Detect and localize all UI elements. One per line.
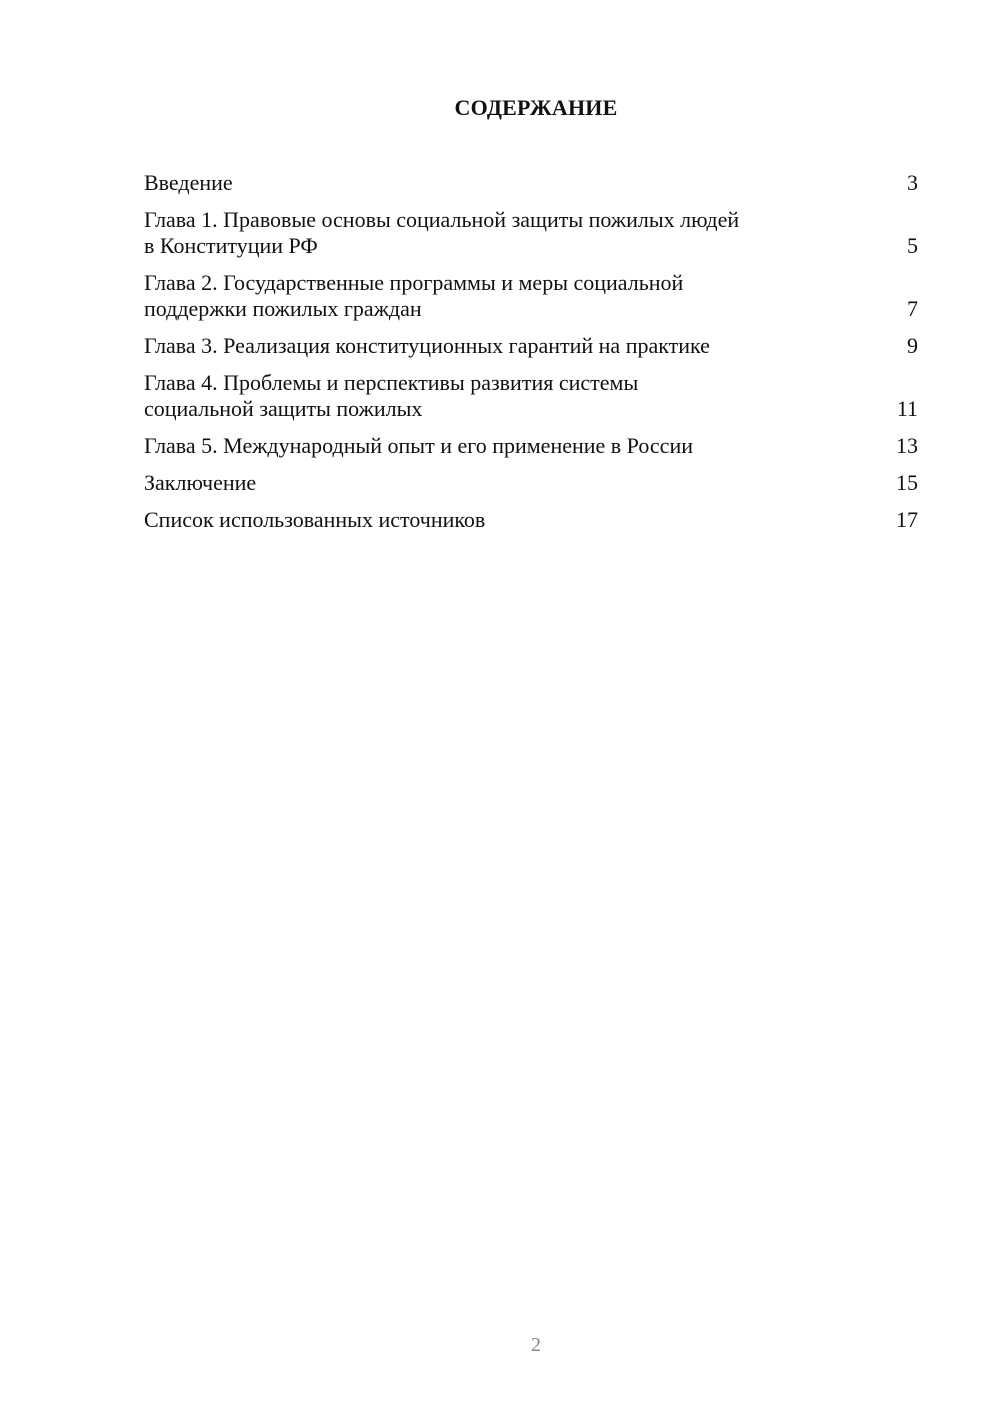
toc-entry-line: социальной защиты пожилых bbox=[144, 396, 423, 421]
toc-entry-line: Список использованных источников bbox=[144, 507, 486, 532]
toc-entry-page: 15 bbox=[896, 470, 918, 495]
toc-entry-references bbox=[144, 507, 918, 533]
toc-entry-line: Глава 4. Проблемы и перспективы развития системы bbox=[144, 370, 639, 395]
table-of-contents bbox=[144, 170, 918, 544]
toc-entry-line: Глава 1. Правовые основы социальной защиты пожилых людей bbox=[144, 207, 740, 232]
toc-entry-page: 5 bbox=[907, 233, 918, 258]
toc-entry-line: Введение bbox=[144, 170, 233, 195]
toc-entry-text bbox=[144, 370, 897, 422]
toc-entry-line: Глава 5. Международный опыт и его применение в России bbox=[144, 433, 693, 458]
toc-entry-text bbox=[144, 470, 896, 496]
toc-entry-page: 11 bbox=[896, 396, 918, 421]
toc-entry-chapter-5 bbox=[144, 433, 918, 459]
toc-entry-page: 17 bbox=[896, 507, 918, 532]
toc-entry-chapter-4 bbox=[144, 370, 918, 422]
toc-entry-text bbox=[144, 333, 907, 359]
toc-entry-text bbox=[144, 207, 907, 259]
toc-entry-introduction bbox=[144, 170, 918, 196]
toc-entry-line: в Конституции РФ bbox=[144, 233, 318, 258]
toc-entry-line: Заключение bbox=[144, 470, 257, 495]
toc-entry-text bbox=[144, 507, 896, 533]
toc-entry-text bbox=[144, 170, 907, 196]
toc-entry-conclusion bbox=[144, 470, 918, 496]
toc-entry-text bbox=[144, 270, 907, 322]
toc-entry-chapter-2 bbox=[144, 270, 918, 322]
toc-entry-line: Глава 2. Государственные программы и меры социальной bbox=[144, 270, 684, 295]
toc-entry-line: Глава 3. Реализация конституционных гарантий на практике bbox=[144, 333, 710, 358]
toc-entry-page: 7 bbox=[907, 296, 918, 321]
toc-entry-chapter-3 bbox=[144, 333, 918, 359]
toc-entry-page: 3 bbox=[907, 170, 918, 195]
toc-entry-chapter-1 bbox=[144, 207, 918, 259]
page-number: 2 bbox=[531, 1334, 541, 1356]
toc-title: СОДЕРЖАНИЕ bbox=[454, 95, 618, 120]
toc-entry-page: 9 bbox=[907, 333, 918, 358]
toc-entry-page: 13 bbox=[896, 433, 918, 458]
toc-entry-text bbox=[144, 433, 896, 459]
toc-entry-line: поддержки пожилых граждан bbox=[144, 296, 422, 321]
